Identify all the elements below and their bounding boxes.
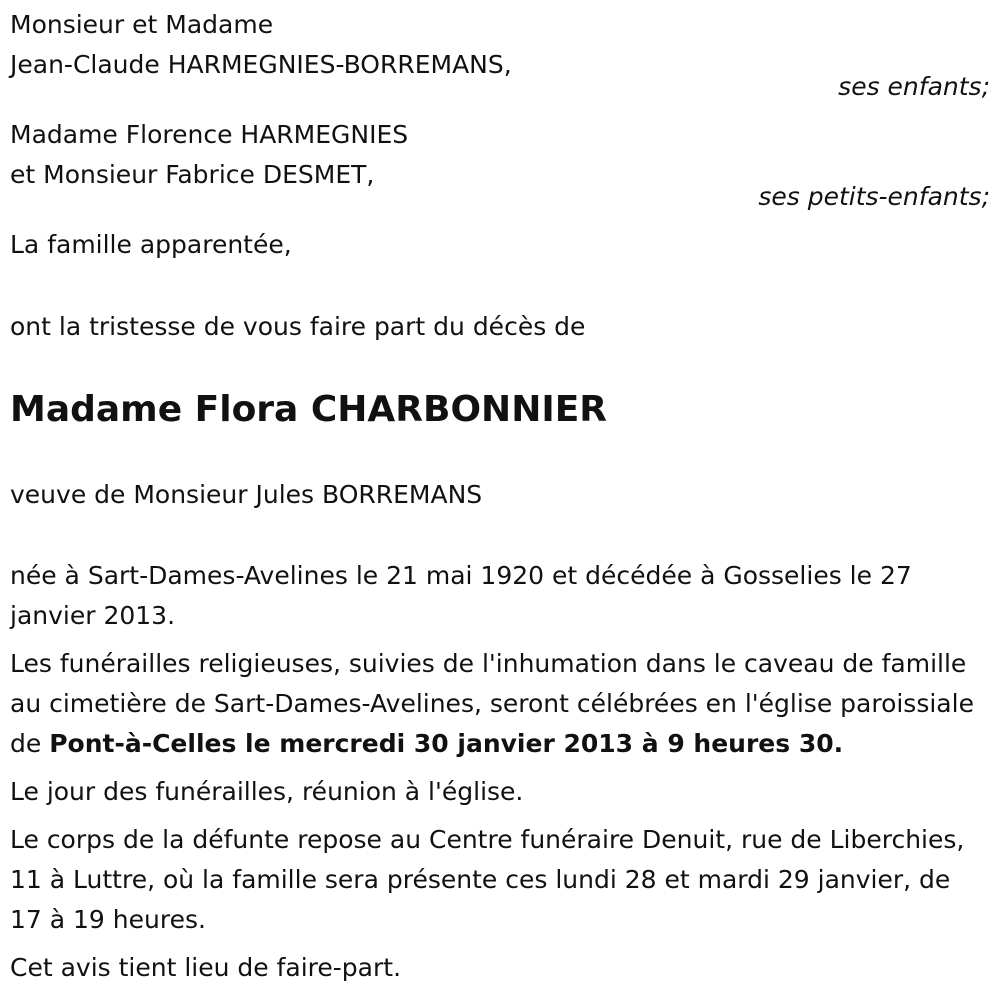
funeral-text: Les funérailles religieuses, suivies de l'inhumation dans le caveau de famille au cimetière de Sart-Dames-Avelines, seront célébrées en l'église paroissiale de [10,649,974,758]
deceased-name: Madame Flora CHARBONNIER [10,389,608,430]
relatives-line: La famille apparentée, [10,230,292,259]
children-line-2: Jean-Claude HARMEGNIES-BORREMANS, [10,50,512,79]
children-line-1: Monsieur et Madame [10,10,274,39]
notice-paragraph: Cet avis tient lieu de faire-part. [10,953,402,982]
grandchildren-line-1: Madame Florence HARMEGNIES [10,120,409,149]
grandchildren-line-2: et Monsieur Fabrice DESMET, [10,160,375,189]
widow-of-line: veuve de Monsieur Jules BORREMANS [10,480,483,509]
obituary-notice [10,5,990,988]
grandchildren-relation: ses petits-enfants; [758,182,990,211]
meeting-paragraph: Le jour des funérailles, réunion à l'église. [10,777,524,806]
funeral-location-time: Pont-à-Celles le mercredi 30 janvier 2013 à 9 heures 30. [49,729,844,758]
viewing-paragraph: Le corps de la défunte repose au Centre funéraire Denuit, rue de Liberchies, 11 à Luttre, où la famille sera présente ces lundi 28 et mardi 29 janvier, de 17 à 19 heures. [10,825,965,934]
announcement-line: ont la tristesse de vous faire part du décès de [10,312,586,341]
birth-death-paragraph: née à Sart-Dames-Avelines le 21 mai 1920 et décédée à Gosselies le 27 janvier 2013. [10,561,912,630]
funeral-paragraph [10,644,990,764]
children-relation: ses enfants; [838,72,990,101]
